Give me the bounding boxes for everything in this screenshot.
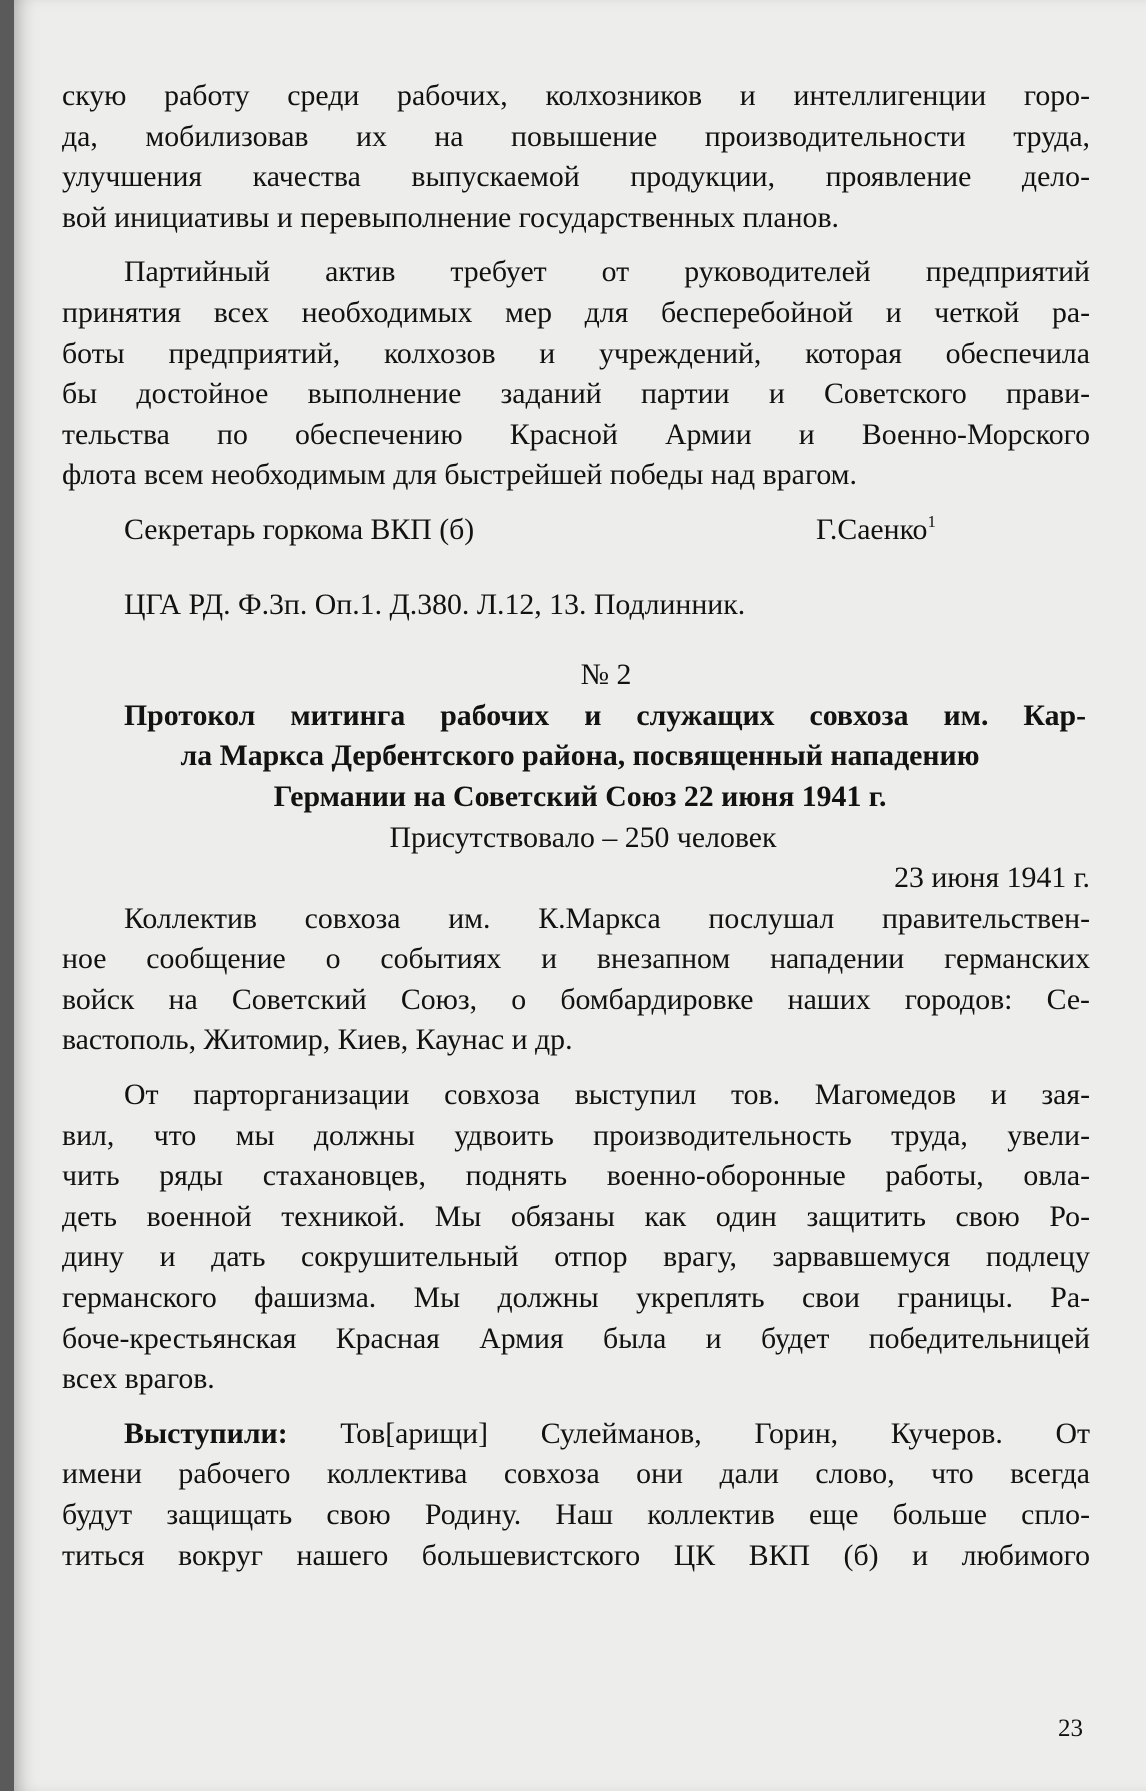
text-line: войск на Советский Союз, о бомбардировке наших городов: Се- [62,982,1090,1016]
text-line [62,1414,1090,1455]
text-line: боты предприятий, колхозов и учреждений, которая обеспечила [62,336,1090,370]
text-line: принятия всех необходимых мер для бесперебойной и четкой ра- [62,295,1090,329]
speakers-first-line: Тов[арищи] Сулейманов, Горин, Кучеров. От [287,1416,1090,1450]
text-line: дину и дать сокрушительный отпор врагу, зарвавшемуся подлецу [62,1240,1090,1274]
document-title [62,696,1090,818]
text-line: вой инициативы и перевыполнение государственных планов. [62,200,839,234]
title-line: ла Маркса Дербентского района, посвященный нападению [180,739,980,773]
text-line: флота всем необходимым для быстрейшей победы над врагом. [62,458,857,492]
book-page [14,0,1146,1791]
text-line: вастополь, Житомир, Киев, Каунас и др. [62,1023,573,1057]
text-line: всех врагов. [62,1362,215,1396]
title-line: Протокол митинга рабочих и служащих совхоза им. Кар- [124,698,1086,732]
text-line: вил, что мы должны удвоить производительность труда, увели- [62,1118,1090,1152]
text-line: боче-крестьянская Красная Армия была и будет победительницей [62,1321,1090,1355]
text-line: имени рабочего коллектива совхоза они дали слово, что всегда [62,1457,1090,1491]
text-line: титься вокруг нашего большевистского ЦК ВКП (б) и любимого [62,1538,1090,1572]
party-activists-paragraph [62,252,1090,496]
signature-position: Секретарь горкома ВКП (б) [124,512,475,546]
collective-paragraph [62,899,1090,1061]
signature-name-block [816,510,936,551]
signature-name: Г.Саенко [816,512,928,546]
text-line: улучшения качества выпускаемой продукции, проявление дело- [62,160,1090,194]
text-line: будут защищать свою Родину. Наш коллектив еще больше спло- [62,1498,1090,1531]
text-line: скую работу среди рабочих, колхозников и интеллигенции горо- [62,79,1090,112]
text-line: да, мобилизовав их на повышение производительности труда, [62,119,1090,153]
document-date: 23 июня 1941 г. [894,861,1090,895]
attendance-line: Присутствовало – 250 человек [389,820,777,854]
page-text [62,76,1090,1576]
text-line: От парторганизации совхоза выступил тов. Магомедов и зая- [124,1078,1090,1112]
archive-reference: ЦГА РД. Ф.3п. Оп.1. Д.380. Л.12, 13. Подлинник. [124,587,746,621]
footnote-mark: 1 [927,511,936,531]
intro-paragraph [62,76,1090,238]
party-organization-paragraph [62,1075,1090,1400]
text-line: тельства по обеспечению Красной Армии и Военно-Морского [62,417,1090,451]
document-number: № 2 [580,658,632,692]
title-line: Германии на Советский Союз 22 июня 1941 г. [273,779,887,813]
speakers-label: Выступили: [124,1416,288,1450]
signature-line [62,510,1090,551]
text-line: Коллектив совхоза им. К.Маркса послушал правительствен- [124,901,1090,935]
text-line: германского фашизма. Мы должны укреплять свои границы. Ра- [62,1281,1090,1315]
text-line: чить ряды стахановцев, поднять военно-оборонные работы, овла- [62,1159,1090,1193]
text-line: Партийный актив требует от руководителей предприятий [124,255,1090,289]
text-line: бы достойное выполнение заданий партии и Советского прави- [62,377,1090,411]
page-number: 23 [1058,1715,1083,1742]
text-line: ное сообщение о событиях и внезапном нападении германских [62,942,1090,976]
text-line: деть военной техникой. Мы обязаны как один защитить свою Ро- [62,1199,1090,1233]
speakers-paragraph [62,1414,1090,1576]
